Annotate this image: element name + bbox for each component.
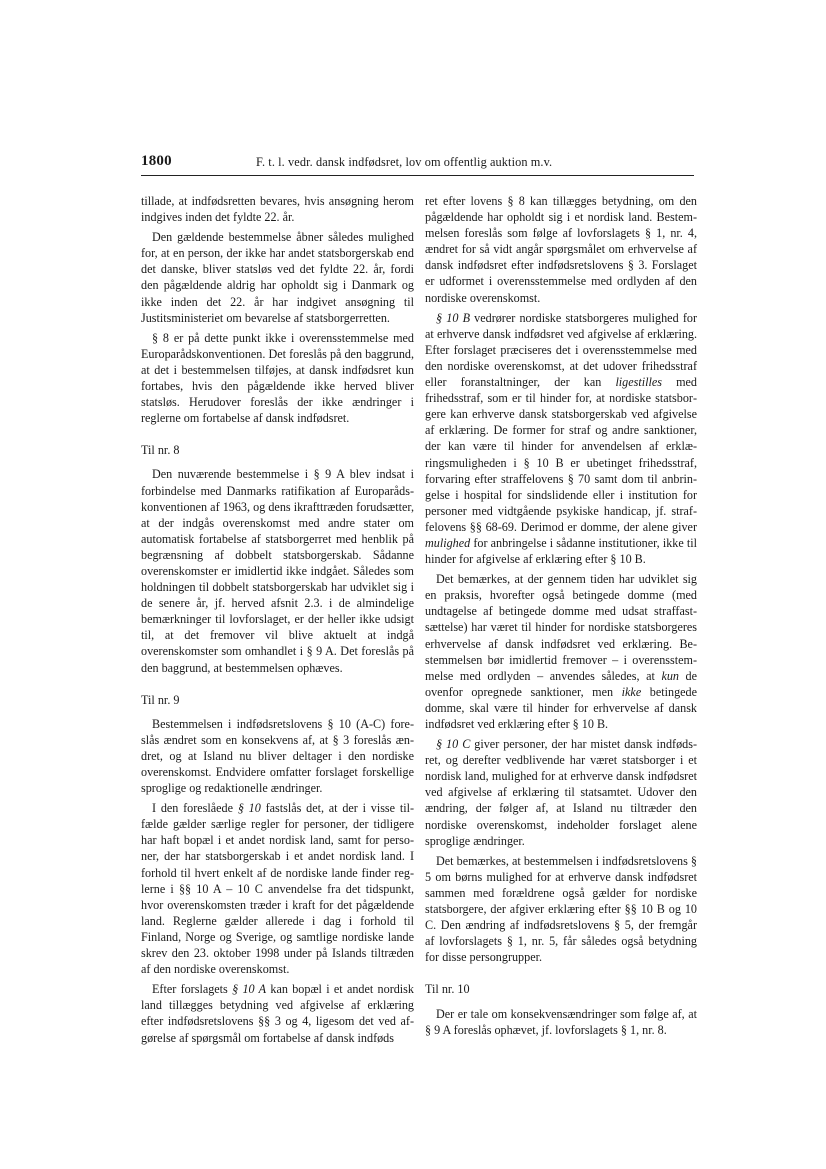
paragraph: tillade, at indfødsretten bevares, hvis ansøgning herom indgives inden det fyldte 22. år. [141,194,414,225]
text-run: for anbringelse i sådanne institutioner, ikke til hinder for afgivelse af erklæring efter § 10 B. [425,535,697,567]
italic-word: kun [661,668,679,683]
paragraph [425,310,697,568]
text-run: Det bemærkes, at der gennem tiden har udviklet sig en praksis, hvorefter også betingede domme (med undtagelse af betingede domme med udsat straffastsættelse) har været til hinder for nordiske statsborgeres erhvervelse af dansk indfødsret ved erklæring. Bestemmelsen bør imidlertid fremover – i overensstemmelse med ordlyden – anvendes således, at [425,572,697,683]
paragraph: § 8 er på dette punkt ikke i overensstemmelse med Europarådskonventionen. Det foreslås på den baggrund, at det i bestemmelsen tilføjes, at dansk indfødsret kun fortabes, hvis den pågældende ikke herved bliver statsløs. Herudover foreslås der ikke ændringer i reglerne om fortabelse af dansk indfødsret. [141,330,414,426]
header-rule [141,175,694,176]
paragraph: Der er tale om konsekvensændringer som følge af, at § 9 A foreslås ophævet, jf. lovforslagets § 1, nr. 8. [425,1006,697,1037]
italic-ref: § 10 B [436,310,470,325]
text-run: de ovenfor opregnede sanktioner, men [425,668,697,699]
text-run: Efter forslagets [152,982,233,997]
text-run: vedrører nordiske statsborgeres mulighed for at erhverve dansk indfødsret ved afgivelse af erklæring. Efter forslaget præciseres det i overensstemmelse med den nordiske overenskomst, at det udover frihedsstraf eller foranstaltninger, der kan [425,310,697,390]
running-title: F. t. l. vedr. dansk indfødsret, lov om offentlig auktion m.v. [256,155,553,169]
text-run: giver personer, der har mistet dansk indfødsret, og derefter vedblivende har været statsborger i et nordisk land, mulighed for at erhverve dansk indfødsret ved afgivelse af erklæring til statsamtet. Udover den ændring, der følger af, at Island nu tiltræder den nordiske overenskomst, indeholder forslaget alene sproglige ændringer. [425,737,697,848]
text-run: kan bopæl i et andet nordisk land tillægges betydning ved afgivelse af erklæring efter indfødsretslovens §§ 3 og 4, ligesom det ved afgørelse af spørgsmål om fortabelse af dansk indføds [141,982,414,1045]
italic-ref: § 10 [237,801,261,816]
paragraph: Den gældende bestemmelse åbner således mulighed for, at en person, der ikke har andet statsborgerskab end det danske, bliver statsløs ved det fyldte 22. år, fordi den pågældende aldrig har opholdt sig i Danmark og ikke inden det 22. år har indgivet ansøgning til Justitsministeriet om bevarelse af statsborgerretten. [141,230,414,325]
paragraph [425,571,697,732]
paragraph [425,736,697,849]
paragraph [141,800,414,977]
text-run: I den foreslåede [152,801,238,816]
page-header [141,150,694,176]
italic-word: mulighed [425,535,471,550]
section-heading-nr9: Til nr. 9 [141,692,180,707]
paragraph: Den nuværende bestemmelse i § 9 A blev indsat i forbindelse med Danmarks ratifikation af Europarådskonventionen af 1963, og dens ikrafttræden forudsætter, at der indgås overenskomst med andre stater om automatisk fortabelse af statsborgerret med henblik på begrænsning af dobbelt statsborgerskab. Sådanne overenskomster er imidlertid ikke indgået. Således som holdningen til dobbelt statsborgerskab har udviklet sig i de senere år, jf. herved afsnit 2.3. i de almindelige bemærkninger til lovforslaget, er der heller ikke udsigt til, at det fremover vil blive aktuelt at indgå overenskomster som omhandlet i § 9 A. Det foreslås på den baggrund, at bestemmelsen ophæves. [141,467,414,675]
spacer [141,708,414,716]
paragraph: Bestemmelsen i indfødsretslovens § 10 (A-C) foreslås ændret som en konsekvens af, at § 3 foreslås ændret, og at Island nu bliver deltager i den nordiske overenskomst. Endvidere omfatter forslaget forskellige sproglige og redaktionelle ændringer. [141,716,414,796]
section-heading-nr8: Til nr. 8 [141,443,180,458]
spacer [141,458,414,466]
text-run: betingede domme, skal være til hinder for erhvervelse af dansk indfødsret ved erklæring efter § 10 B. [425,684,697,731]
italic-ref: § 10 C [436,737,471,752]
italic-ref: § 10 A [232,982,267,997]
paragraph: ret efter lovens § 8 kan tillægges betydning, om den pågældende har opholdt sig i et nordisk land. Bestemmelsen foreslås som følge af lovforslagets § 1, nr. 4, ændret for så vidt angår spørgsmålet om erhvervelse af dansk indfødsret efter indfødsretslovens § 3. Forslaget er udformet i overensstemmelse med ordlyden af den nordiske overenskomst. [425,194,697,305]
page-number: 1800 [141,153,172,169]
section-heading-nr10: Til nr. 10 [425,982,470,997]
italic-word: ikke [621,684,642,699]
paragraph: Det bemærkes, at bestemmelsen i indfødsretslovens § 5 om børns mulighed for at erhverve dansk indfødsret sammen med forældrene også gælder for nordiske statsborgere, der afgiver erklæring efter §§ 10 B og 10 C. Den ændring af indfødsretslovens § 5, der fremgår af lovforslagets § 1, nr. 5, får således også betydning for disse persongrupper. [425,853,697,965]
spacer [141,680,414,692]
paragraph [141,981,414,1045]
spacer [141,430,414,442]
spacer [425,969,697,981]
italic-word: ligestilles [615,375,662,390]
spacer [425,998,697,1006]
right-column [425,193,697,1042]
left-column [141,193,414,1050]
text-run: med frihedsstraf, som er til hinder for, at nordiske statsborgere kan erhverve dansk statsborgerskab ved afgivelse af erklæring. De former for straf og andre sanktioner, der kan være til hinder for anvendelsen af erklæringsmuligheden i § 10 B er ubetinget frihedsstraf, forvaring efter straffelovens § 70 samt dom til anbringelse i hospital for sindslidende eller i institution for personer med vidtgående psykiske handicap, jf. straffelovens §§ 68-69. Derimod er domme, der alene giver [425,375,697,534]
text-run: fastslås det, at der i visse tilfælde gælder særlige regler for personer, der tidligere har haft bopæl i et andet nordisk land, samt for personer, der har statsborgerskab i et andet nordisk land. I forhold til hvert enkelt af de nordiske lande finder reglerne i §§ 10 A – 10 C anvendelse fra det tidspunkt, hvor overenskomsten træder i kraft for det pågældende land. Reglerne gælder allerede i dag i forhold til Finland, Norge og Sverige, og samtlige nordiske lande skrev den 23. oktober 1998 under på Islands tiltræden af den nordiske overenskomst. [141,801,414,977]
